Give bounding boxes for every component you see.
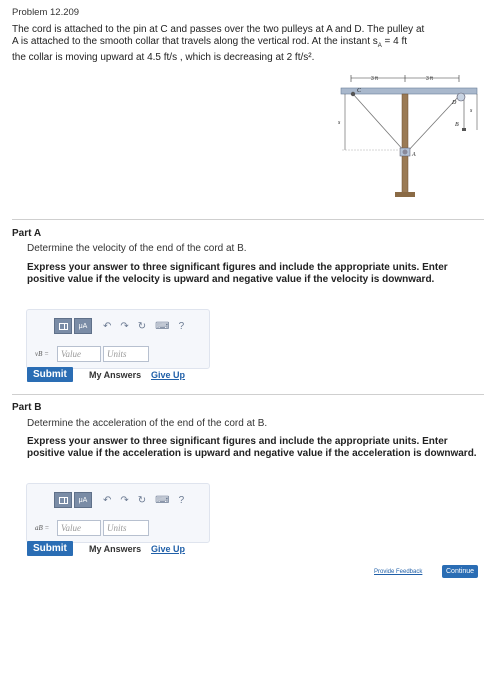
dim-label-2: 3 ft [426,76,433,82]
part-b-variable-label: aB = [35,524,50,532]
redo-icon[interactable]: ↷ [120,494,129,506]
part-b-answer-box [26,483,210,543]
part-a-answer-box [26,309,210,369]
part-a-description: Determine the velocity of the end of the cord at B. [27,243,247,254]
problem-text-line2: A is attached to the smooth collar that travels along the vertical rod. At the instant $s_A = 4$ ft [12,36,408,49]
reset-icon[interactable]: ↻ [137,320,147,332]
part-b-my-answers-link[interactable]: My Answers [89,544,142,554]
provide-feedback-link[interactable]: Provide Feedback [374,569,423,575]
ceiling [341,88,477,94]
problem-title: Problem 12.209 [12,7,80,18]
dim-label-1: 3 ft [371,76,378,82]
reset-icon[interactable]: ↻ [137,494,147,506]
label-b: B [455,122,459,128]
divider [12,219,484,220]
part-b-description: Determine the acceleration of the end of the cord at B. [27,418,268,429]
part-b-give-up-link[interactable]: Give Up [151,544,186,554]
undo-icon[interactable]: ↶ [103,320,112,332]
part-a-input-row [35,346,149,362]
label-c: C [357,88,362,94]
label-sb: s [470,108,473,114]
redo-icon[interactable]: ↷ [120,320,129,332]
template-icon[interactable] [54,318,72,334]
template-icon[interactable] [54,492,72,508]
mu-symbol-button[interactable]: μA [74,492,92,508]
pulley-diagram [333,72,483,200]
part-a-units-input[interactable]: Units [103,346,149,362]
part-a-submit-button[interactable]: Submit [27,367,73,382]
label-sa: s [338,120,341,126]
vertical-rod [402,94,408,194]
rod-base [395,192,415,197]
part-a-value-input[interactable]: Value [57,346,101,362]
part-b-instructions: Express your answer to three significant figures and include the appropriate units. Enter positive value if the acceleration is upward and negative value if the acceleration is downward. [27,436,477,459]
divider [12,394,484,395]
help-button[interactable]: ? [178,320,185,332]
part-a-title: Part A [12,228,42,239]
label-a: A [412,152,416,158]
pin-c [351,92,355,96]
keyboard-icon[interactable]: ⌨ [155,320,170,332]
cord-end-b [462,128,466,131]
part-a-toolbar [54,318,184,334]
mu-symbol-button[interactable]: μA [74,318,92,334]
pulley-a [403,150,408,155]
part-b-units-input[interactable]: Units [103,520,149,536]
part-b-submit-button[interactable]: Submit [27,541,73,556]
part-b-value-input[interactable]: Value [57,520,101,536]
part-b-title: Part B [12,402,42,413]
help-button[interactable]: ? [178,494,185,506]
part-b-input-row [35,520,149,536]
undo-icon[interactable]: ↶ [103,494,112,506]
continue-button[interactable]: Continue [442,565,478,578]
part-b-toolbar [54,492,184,508]
pulley-d [457,93,465,101]
part-a-give-up-link[interactable]: Give Up [151,370,186,380]
part-a-my-answers-link[interactable]: My Answers [89,370,142,380]
problem-text-line1: The cord is attached to the pin at C and passes over the two pulleys at A and D. The pulley at [12,24,425,35]
problem-statement [12,24,486,64]
part-a-variable-label: vB = [35,350,49,358]
part-a-instructions: Express your answer to three significant figures and include the appropriate units. Enter positive value if the velocity is upward and negative value if the velocity is downward. [27,262,448,285]
label-d: D [452,100,457,106]
keyboard-icon[interactable]: ⌨ [155,494,170,506]
problem-text-line3: the collar is moving upward at 4.5 ft/s , which is decreasing at 2 ft/s². [12,52,315,63]
